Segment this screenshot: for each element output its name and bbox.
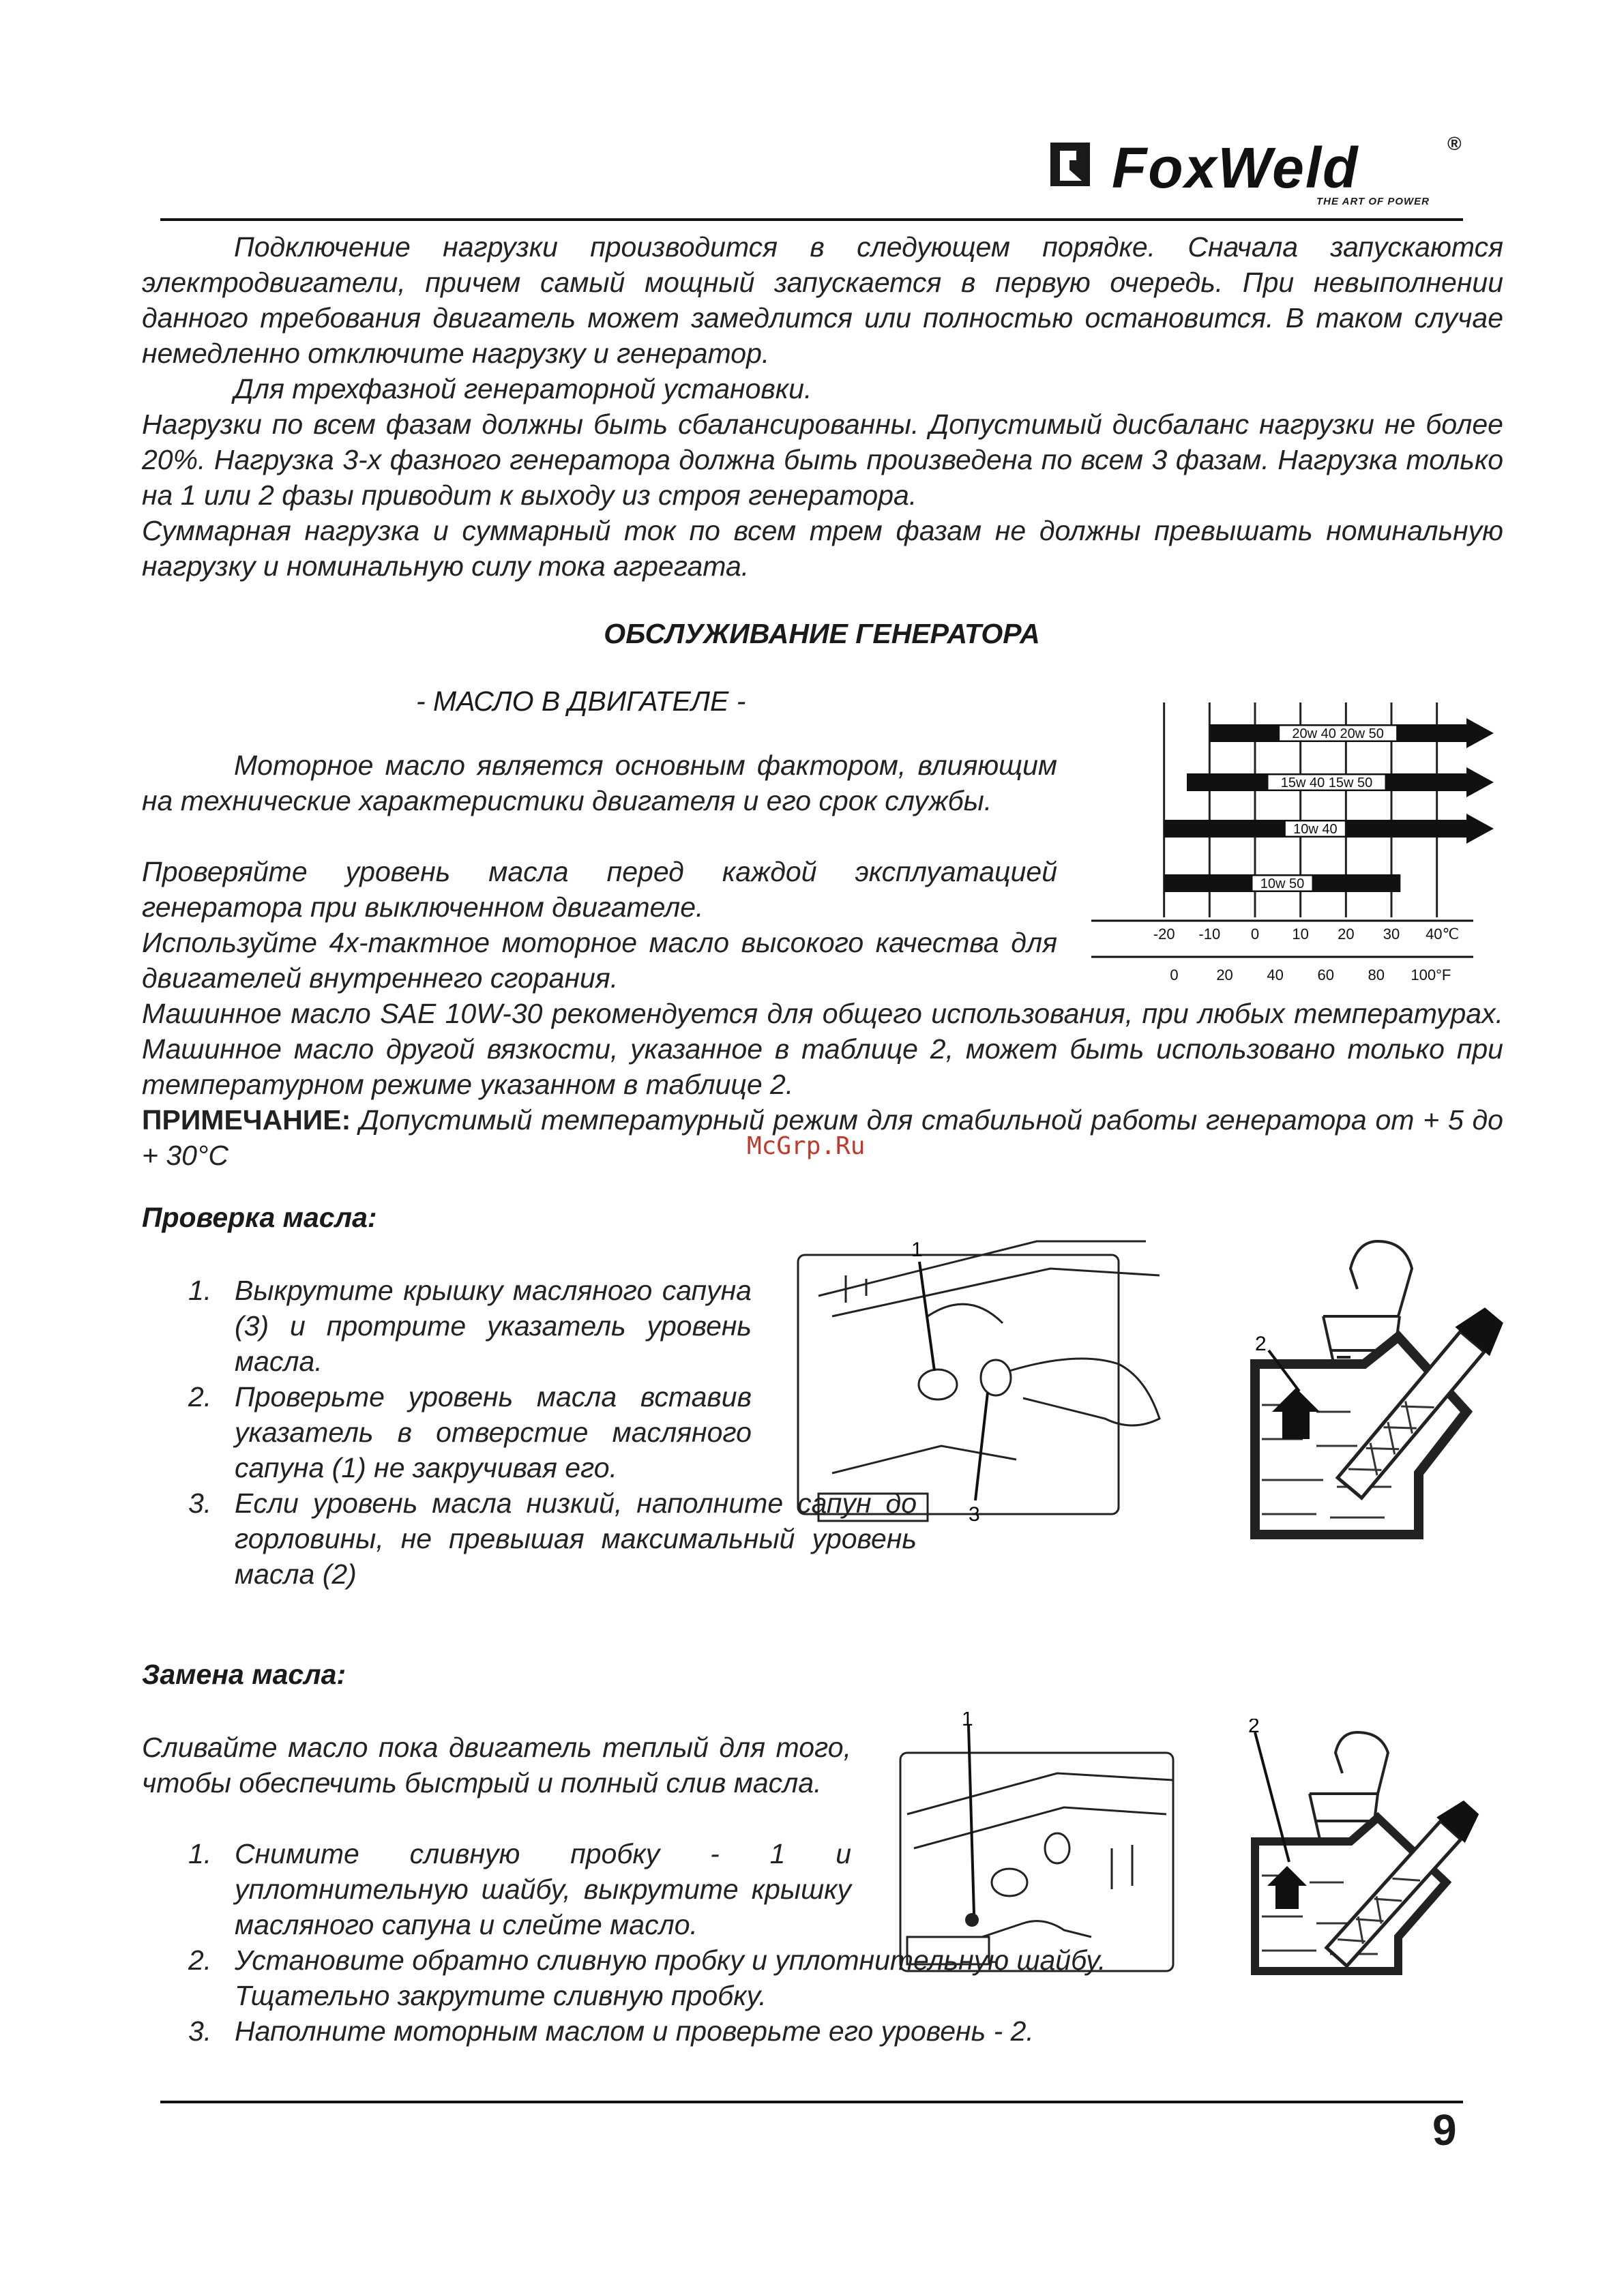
- list-text: Выкрутите крышку масляного сапуна (3) и протрите указатель уровень масла.: [235, 1275, 752, 1377]
- change-oil-list: [142, 1836, 1106, 2049]
- fig-label: 1: [911, 1239, 923, 1261]
- list-item: [142, 1273, 752, 1379]
- list-number: 1.: [188, 1838, 212, 1869]
- brand-tagline: THE ART OF POWER: [1316, 196, 1430, 207]
- tick-label-c: 20: [1338, 926, 1355, 943]
- list-text: Установите обратно сливную пробку и уплотнительную шайбу. Тщательно закрутите сливную пробку.: [235, 1944, 1106, 2011]
- viscosity-chart: [1078, 699, 1501, 986]
- oil-paragraph-1: Моторное масло является основным фактором, влияющим на технические характеристики двигателя и его срок службы.: [142, 750, 1057, 816]
- section-title: ОБСЛУЖИВАНИЕ ГЕНЕРАТОРА: [604, 618, 1040, 649]
- list-number: 1.: [188, 1275, 212, 1306]
- tick-label-c: 10: [1292, 926, 1309, 943]
- refill-level-diagram: [1241, 1719, 1528, 1978]
- tick-label-f: 0: [1170, 966, 1179, 983]
- bar-label: 10w 50: [1260, 876, 1305, 891]
- engine-drain-illustration: [887, 1712, 1187, 1985]
- tick-label-c: 30: [1383, 926, 1400, 943]
- check-oil-list: [142, 1273, 917, 1592]
- fig-label: 2: [1248, 1719, 1260, 1737]
- list-text: Наполните моторным маслом и проверьте его уровень - 2.: [235, 2015, 1034, 2047]
- oil-paragraph-4: Машинное масло SAE 10W-30 рекомендуется для общего использования, при любых температурах. Машинное масло другой вязкости, указанное в таблице 2, может быть использовано только при температурном режиме указанном в таблице 2.: [142, 998, 1503, 1100]
- change-oil-intro: Сливайте масло пока двигатель теплый для того, чтобы обеспечить быстрый и полный слив масла.: [142, 1732, 851, 1798]
- tick-label-f: 60: [1317, 966, 1334, 983]
- bar-arrow-icon: [1466, 767, 1494, 797]
- watermark: McGrp.Ru: [747, 1132, 866, 1160]
- list-text: Снимите сливную пробку - 1 и уплотнительную шайбу, выкрутите крышку масляного сапуна и слейте масло.: [235, 1838, 851, 1940]
- list-item: [142, 1379, 752, 1485]
- intro-paragraph-4: Суммарная нагрузка и суммарный ток по всем трем фазам не должны превышать номинальную нагрузку и номинальную силу тока агрегата.: [142, 515, 1503, 582]
- oil-level-diagram: [1241, 1214, 1541, 1541]
- tick-label-f: 20: [1216, 966, 1233, 983]
- bar-arrow-icon: [1466, 718, 1494, 748]
- check-oil-title: Проверка масла:: [142, 1202, 377, 1233]
- fig-label: 1: [962, 1712, 973, 1730]
- tick-label-c: -10: [1198, 926, 1221, 943]
- unit-label-c: 40℃: [1426, 926, 1460, 943]
- header-rule: [160, 218, 1463, 221]
- unit-label-f: 100°F: [1411, 966, 1451, 983]
- oil-paragraph-2: Проверяйте уровень масла перед каждой эксплуатацией генератора при выключенном двигателе.: [142, 856, 1057, 923]
- list-text: Проверьте уровень масла вставив указатель в отверстие масляного сапуна (1) не закручивая его.: [235, 1381, 752, 1483]
- tick-label-c: -20: [1153, 926, 1175, 943]
- change-oil-title: Замена масла:: [142, 1659, 346, 1690]
- intro-paragraph-2: Для трехфазной генераторной установки.: [234, 373, 812, 404]
- list-number: 2.: [188, 1944, 212, 1976]
- bar-arrow-icon: [1466, 814, 1494, 844]
- list-number: 3.: [188, 1487, 212, 1519]
- bar-label: 20w 40 20w 50: [1292, 726, 1384, 741]
- note-label: ПРИМЕЧАНИЕ:: [142, 1104, 351, 1136]
- fig-label: 2: [1255, 1333, 1267, 1355]
- intro-paragraph-3: Нагрузки по всем фазам должны быть сбалансированны. Допустимый дисбаланс нагрузки не более 20%. Нагрузка 3-х фазного генератора должна быть произведена по всем 3 фазам. Нагрузка только на 1 или 2 фазы приводит к выходу из строя генератора.: [142, 409, 1503, 511]
- intro-paragraph-1: Подключение нагрузки производится в следующем порядке. Сначала запускаются электродвигатели, причем самый мощный запускается в первую очередь. При невыполнении данного требования двигатель может замедлится или полностью остановится. В таком случае немедленно отключите нагрузку и генератор.: [142, 231, 1503, 369]
- footer-rule: [160, 2101, 1463, 2103]
- list-text: Если уровень масла низкий, наполните сапун до горловины, не превышая максимальный уровень масла (2): [235, 1487, 917, 1590]
- engine-dipstick-illustration: [791, 1214, 1173, 1555]
- brand-name: FoxWeld: [1112, 136, 1359, 200]
- fig-label: 3: [969, 1503, 980, 1526]
- list-item: [142, 1836, 851, 1942]
- tick-label-c: 0: [1250, 926, 1260, 943]
- tick-label-f: 40: [1267, 966, 1284, 983]
- list-number: 2.: [188, 1381, 212, 1412]
- list-item: [142, 2013, 1203, 2049]
- registered-mark: ®: [1447, 133, 1462, 154]
- list-number: 3.: [188, 2015, 212, 2047]
- note-text: Допустимый температурный режим для стабильной работы генератора от + 5 до + 30°С: [142, 1104, 1503, 1171]
- page-number: 9: [1432, 2105, 1457, 2155]
- bar-label: 10w 40: [1293, 822, 1338, 837]
- tick-label-f: 80: [1368, 966, 1385, 983]
- bar-label: 15w 40 15w 50: [1280, 775, 1373, 790]
- oil-paragraph-3: Используйте 4х-тактное моторное масло высокого качества для двигателей внутреннего сгорания.: [142, 927, 1057, 994]
- brand-logo: [1050, 133, 1473, 215]
- section-subtitle: - МАСЛО В ДВИГАТЕЛЕ -: [416, 685, 746, 717]
